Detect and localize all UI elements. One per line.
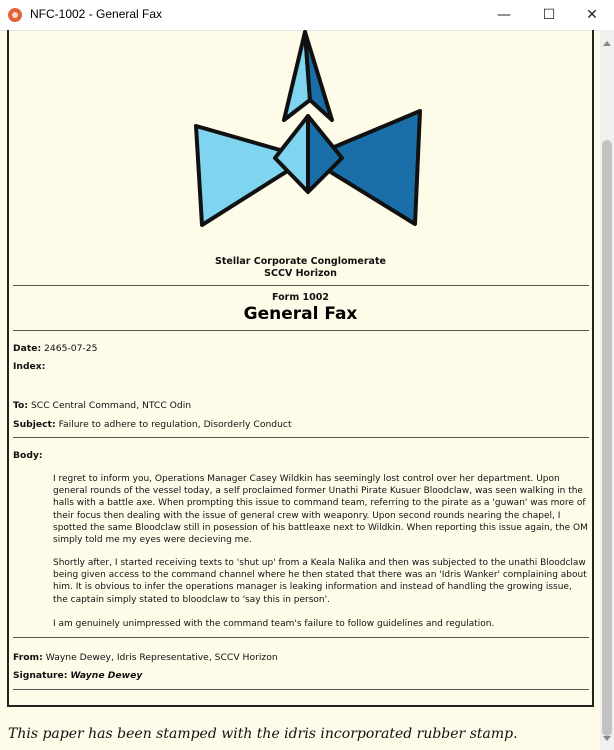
fax-document [7,30,594,707]
index-field [13,361,45,372]
date-field [13,343,97,354]
subject-field [13,419,292,430]
minimize-button[interactable]: — [497,7,511,23]
from-label: From: [13,652,43,663]
to-label: To: [13,400,29,411]
subject-label: Subject: [13,419,56,430]
date-value: 2465-07-25 [44,343,98,354]
body-paragraph-1: I regret to inform you, Operations Manager Casey Wildkin has seemingly lost control over her department. Upon general rounds of the vessel today, a self proclaimed former Unathi Pirate Kusuer Bloodclaw, was seen walking in the halls with a battle axe. When prompting this issue to command team, referring to the pirate as a 'guwan' was more of their focus then dealing with the issue of general crew with weaponry. Upon second rounds nearing the chapel, I spotted the same Bloodclaw still in posession of his battleaxe next to Wildkin. When reporting this issue again, the OM simply told me my eyes were decieving me. [53,474,588,546]
app-icon [8,8,22,22]
logo-diamond-right [308,116,342,192]
scroll-up-arrow-icon[interactable] [603,41,611,46]
from-value: Wayne Dewey, Idris Representative, SCCV Horizon [45,652,278,663]
to-value: SCC Central Command, NTCC Odin [30,400,192,411]
signature-label: Signature: [13,670,68,681]
form-number: Form 1002 [272,292,329,303]
vessel-name: SCCV Horizon [264,268,337,279]
window-title: NFC-1002 - General Fax [30,7,163,21]
date-label: Date: [13,343,42,354]
close-button[interactable]: ✕ [586,7,598,23]
org-name: Stellar Corporate Conglomerate [215,256,386,267]
from-field [13,652,278,663]
scroll-down-arrow-icon[interactable] [603,736,611,741]
scc-logo [192,30,424,228]
signature-field [13,670,142,681]
scrollbar-thumb[interactable] [602,140,612,736]
to-field [13,400,191,411]
body-field [13,450,43,461]
divider [13,689,589,690]
subject-value: Failure to adhere to regulation, Disorderly Conduct [58,419,292,430]
divider [13,637,589,638]
divider [13,285,589,286]
title-bar [0,0,614,31]
maximize-button[interactable]: ☐ [542,7,556,23]
logo-spire-right [305,32,332,120]
body-paragraph-3: I am genuinely unimpressed with the command team's failure to follow guidelines and regulation. [53,619,495,629]
logo-diamond-left [275,116,308,192]
body-label: Body: [13,450,43,461]
divider [13,330,589,331]
index-label: Index: [13,361,46,372]
body-paragraph-2: Shortly after, I started receiving texts to 'shut up' from a Keala Nalika and then was subjected to the unathi Bloodclaw being given access to the command channel where he then stated that there was an 'Idris Wanker' complaining about him. It is obvious to infer the operations manager is leaking information and instead of handling the growing issue, the captain simply stated to bloodclaw to 'say this in person'. [53,558,587,605]
signature-value: Wayne Dewey [70,670,143,681]
vertical-scrollbar[interactable] [600,30,614,750]
stamp-note: This paper has been stamped with the idris incorporated rubber stamp. [8,726,518,742]
form-title: General Fax [243,304,358,324]
divider [13,437,589,438]
